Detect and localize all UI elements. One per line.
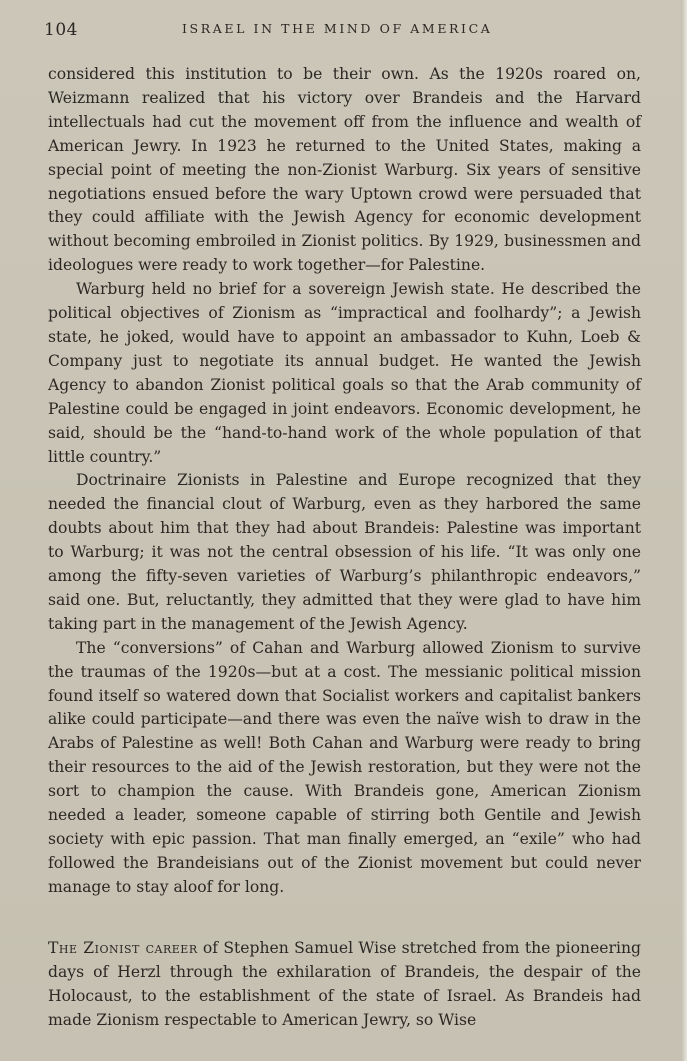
paragraph: Doctrinaire Zionists in Palestine and Europe recognized that they needed the financial clout of Warburg, even as they harbored the same doubts about him that they had about Brandeis: Palestine was important to Warburg; it was not the central obsession of his life. “It was only one among the fifty-seven varieties of Warburg’s philanthropic endeavors,” said one. But, reluctantly, they admitted that they were glad to have him taking part in the management of the Jewish Agency. [48,471,641,633]
running-head [44,20,638,44]
paragraph: The “conversions” of Cahan and Warburg allowed Zionism to survive the traumas of the 1920s—but at a cost. The messianic political mission found itself so watered down that Socialist workers and capitalist bankers alike could participate—and there was even the naïve wish to draw in the Arabs of Palestine as well! Both Cahan and Warburg were ready to bring their resources to the aid of the Jewish restoration, but they were not the sort to champion the cause. With Brandeis gone, American Zionism needed a leader, someone capable of stirring both Gentile and Jewish society with epic passion. That man finally emerged, an “exile” who had followed the Brandeisians out of the Zionist movement but could never manage to stay aloof for long. [48,638,641,896]
page-edge [681,0,687,1061]
running-title: ISRAEL IN THE MIND OF AMERICA [182,21,493,36]
section-opening [48,937,641,1033]
paragraph: Warburg held no brief for a sovereign Jewish state. He described the political objectives of Zionism as “impractical and foolhardy”; a Jewish state, he joked, would have to appoint an ambassador to Kuhn, Loeb & Company just to negotiate its annual budget. He wanted the Jewish Agency to abandon Zionist political goals so that the Arab community of Palestine could be engaged in joint endeavors. Economic development, he said, should be the “hand-to-hand work of the whole population of that little country.” [48,280,641,466]
page-number: 104 [44,20,78,40]
section-lead-in: The Zionist career [48,939,198,957]
paragraph [48,937,641,1033]
paragraph: considered this institution to be their own. As the 1920s roared on, Weizmann realized that his victory over Brandeis and the Harvard intellectuals had cut the movement off from the influence and wealth of American Jewry. In 1923 he returned to the United States, making a special point of meeting the non-Zionist Warburg. Six years of sensitive negotiations ensued before the wary Uptown crowd were persuaded that they could affiliate with the Jewish Agency for economic development without becoming embroiled in Zionist politics. By 1929, businessmen and ideologues were ready to work together—for Palestine. [48,65,641,275]
body-text [48,63,641,900]
section-text: of Stephen Samuel Wise stretched from the pioneering days of Herzl through the exhilaration of Brandeis, the despair of the Holocaust, to the establishment of the state of Israel. As Brandeis had made Zionism respectable to American Jewry, so Wise [48,939,641,1029]
